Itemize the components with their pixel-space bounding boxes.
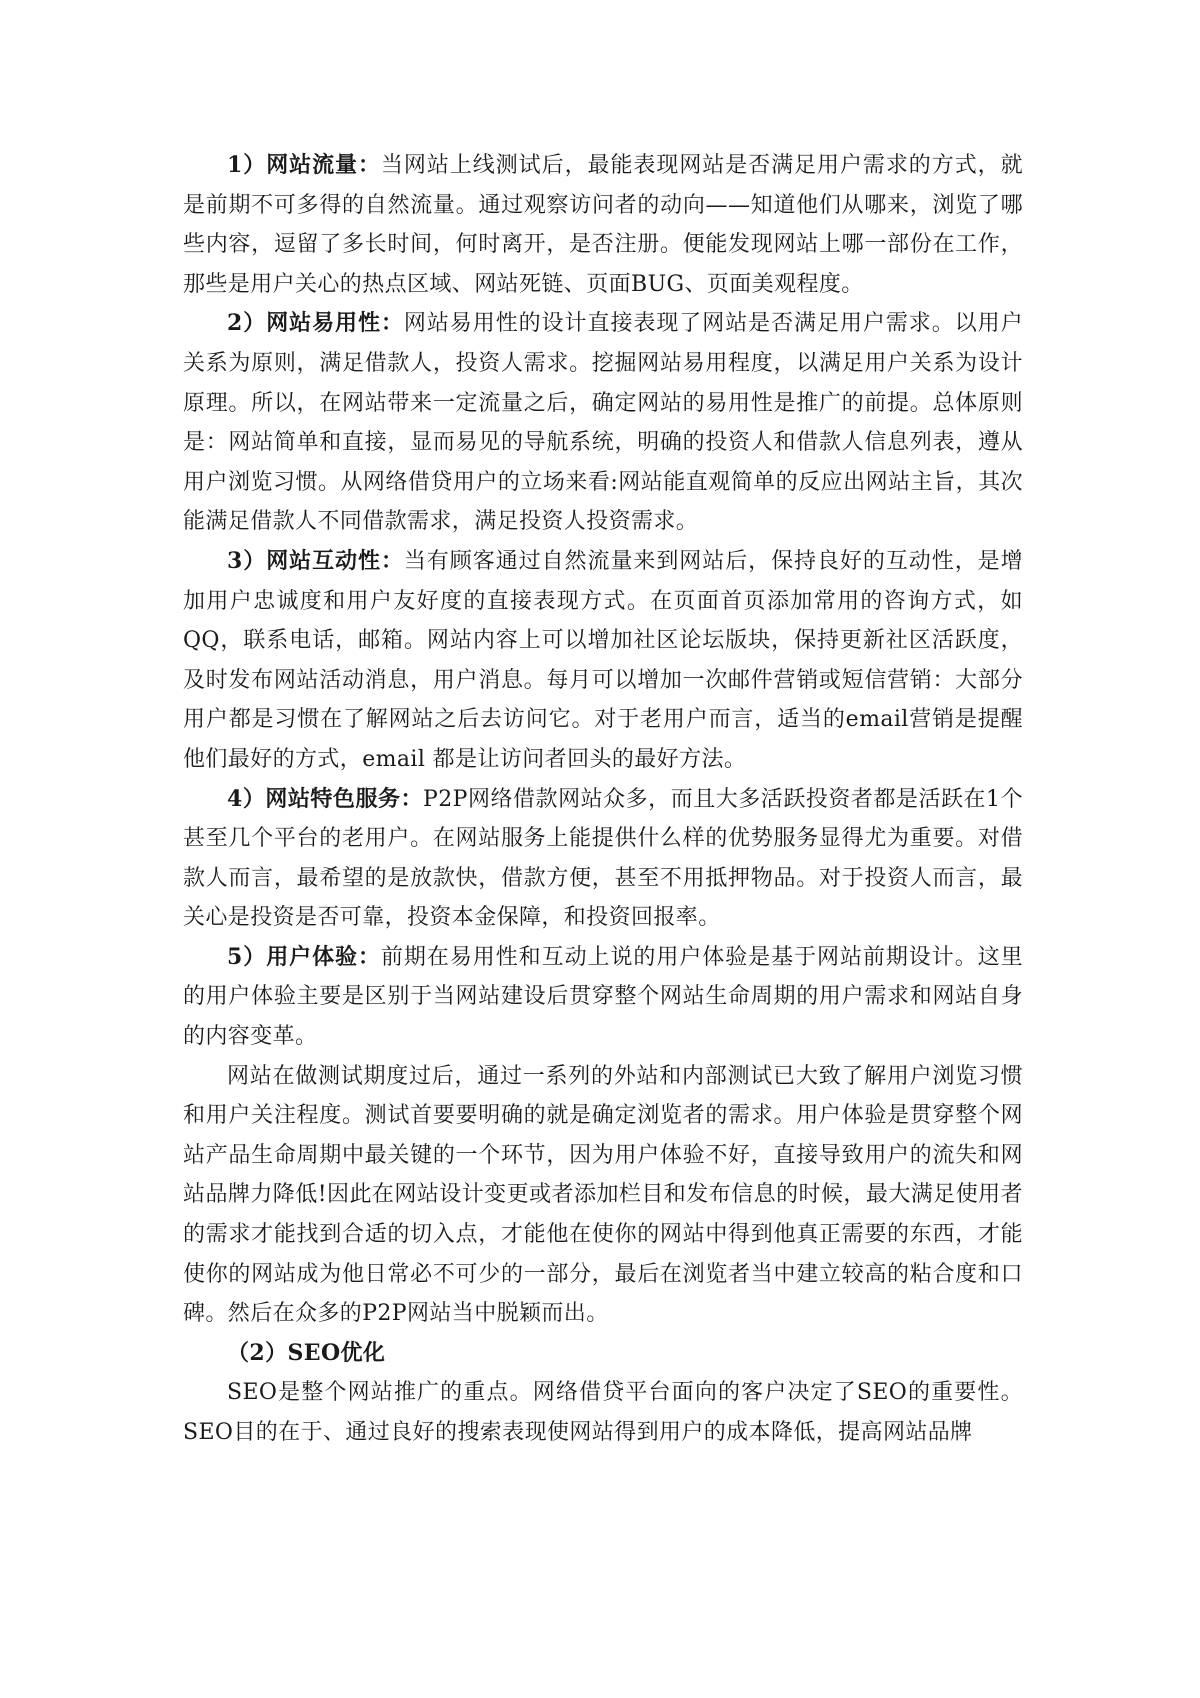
paragraph-lead: 4）网站特色服务： <box>227 785 424 812</box>
document-page <box>183 146 1023 1453</box>
paragraph-text: 当网站上线测试后，最能表现网站是否满足用户需求的方式，就是前期不可多得的自然流量。通过观察访问者的动向——知道他们从哪来，浏览了哪些内容，逗留了多长时间，何时离开，是否注册。便能发现网站上哪一部份在工作，那些是用户关心的热点区域、网站死链、页面BUG、页面美观程度。 <box>183 153 1024 297</box>
paragraph-lead: 1）网站流量： <box>227 152 381 178</box>
paragraph-lead: 5）用户体验： <box>227 943 381 970</box>
paragraph-text: P2P网络借款网站众多，而且大多活跃投资者都是活跃在1个甚至几个平台的老用户。在网站服务上能提供什么样的优势服务显得尤为重要。对借款人而言，最希望的是放款快，借款方便，甚至不用抵押物品。对于投资人而言，最关心是投资是否可靠，投资本金保障，和投资回报率。 <box>183 786 1023 931</box>
paragraph-website-traffic <box>183 146 1023 304</box>
paragraph-website-usability <box>183 304 1023 542</box>
paragraph-lead: 3）网站互动性： <box>227 547 404 574</box>
section-heading-seo: （2）SEO优化 <box>227 1339 386 1366</box>
paragraph-user-experience <box>183 938 1023 1057</box>
paragraph-website-interactivity <box>183 542 1023 780</box>
paragraph-text: 前期在易用性和互动上说的用户体验是基于网站前期设计。这里的用户体验主要是区别于当网站建设后贯穿整个网站生命周期的用户需求和网站自身的内容变革。 <box>183 944 1024 1050</box>
paragraph-testing-summary <box>183 1057 1023 1334</box>
paragraph-seo-intro: SEO是整个网站推广的重点。网络借贷平台面向的客户决定了SEO的重要性。SEO目的在于、通过良好的搜索表现使网站得到用户的成本降低，提高网站品牌 <box>183 1380 1023 1445</box>
paragraph-text: 网站在做测试期度过后，通过一系列的外站和内部测试已大致了解用户浏览习惯和用户关注程度。测试首要要明确的就是确定浏览者的需求。用户体验是贯穿整个网站产品生命周期中最关键的一个环节，因为用户体验不好，直接导致用户的流失和网站品牌力降低!因此在网站设计变更或者添加栏目和发布信息的时候，最大满足使用者的需求才能找到合适的切入点，才能他在使你的网站中得到他真正需要的东西，才能使你的网站成为他日常必不可少的一部分，最后在浏览者当中建立较高的粘合度和口碑。然后在众多的P2P网站当中脱颖而出。 <box>183 1063 1023 1327</box>
paragraph-text: 当有顾客通过自然流量来到网站后，保持良好的互动性，是增加用户忠诚度和用户友好度的直接表现方式。在页面首页添加常用的咨询方式，如QQ，联系电话，邮箱。网站内容上可以增加社区论坛版块，保持更新社区活跃度，及时发布网站活动消息，用户消息。每月可以增加一次邮件营销或短信营销：大部分用户都是习惯在了解网站之后去访问它。对于老用户而言，适当的email营销是提醒他们最好的方式，email 都是让访问者回头的最好方法。 <box>183 548 1023 772</box>
paragraph-special-services <box>183 780 1023 938</box>
paragraph-text: 网站易用性的设计直接表现了网站是否满足用户需求。以用户关系为原则，满足借款人，投资人需求。挖掘网站易用程度，以满足用户关系为设计原理。所以，在网站带来一定流量之后，确定网站的易用性是推广的前提。总体原则是：网站简单和直接，显而易见的导航系统，明确的投资人和借款人信息列表，遵从用户浏览习惯。从网络借贷用户的立场来看:网站能直观简单的反应出网站主旨，其次能满足借款人不同借款需求，满足投资人投资需求。 <box>183 311 1023 535</box>
paragraph-lead: 2）网站易用性： <box>227 310 404 337</box>
